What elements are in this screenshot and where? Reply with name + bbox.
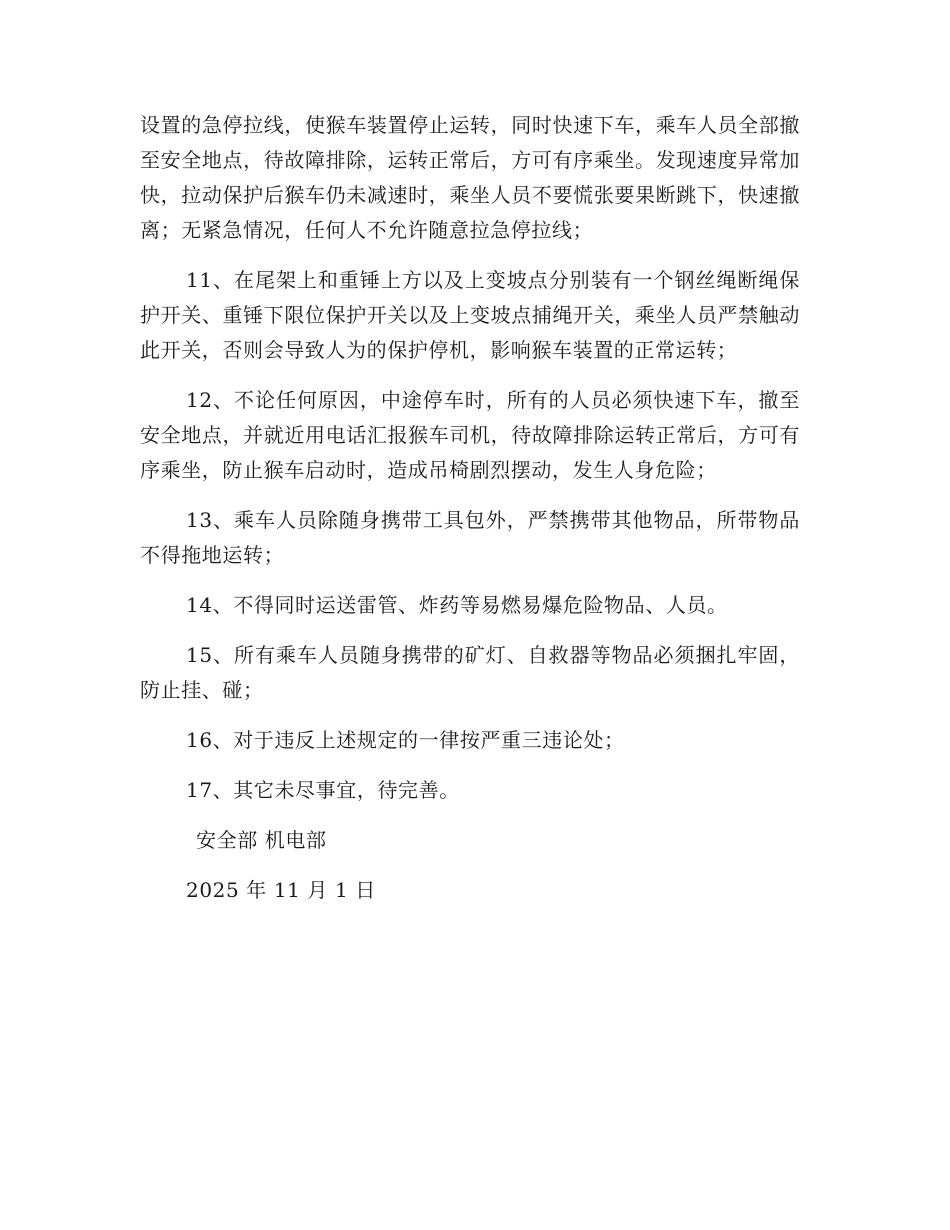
signature-departments: 安全部 机电部 — [196, 828, 327, 852]
paragraph-rule-16: 16、对于违反上述规定的一律按严重三违论处； — [186, 728, 625, 752]
paragraph-rule-15: 15、所有乘车人员随身携带的矿灯、自救器等物品必须捆扎牢固，防止挂、碰； — [140, 643, 800, 702]
paragraph-rule-13: 13、乘车人员除随身携带工具包外，严禁携带其他物品，所带物品不得拖地运转； — [140, 508, 800, 567]
document-date: 2025 年 11 月 1 日 — [186, 878, 376, 902]
paragraph-rule-17: 17、其它未尽事宜，待完善。 — [186, 778, 460, 802]
document-body — [140, 108, 800, 908]
paragraph-continuation: 设置的急停拉线，使猴车装置停止运转，同时快速下车，乘车人员全部撤至安全地点，待故障排除，运转正常后，方可有序乘坐。发现速度异常加快，拉动保护后猴车仍未减速时，乘坐人员不要慌张要果断跳下，快速撤离；无紧急情况，任何人不允许随意拉急停拉线； — [140, 113, 800, 242]
paragraph-rule-11: 11、在尾架上和重锤上方以及上变坡点分别装有一个钢丝绳断绳保护开关、重锤下限位保护开关以及上变坡点捕绳开关，乘坐人员严禁触动此开关，否则会导致人为的保护停机，影响猴车装置的正常运转； — [140, 268, 800, 362]
paragraph-rule-14: 14、不得同时运送雷管、炸药等易燃易爆危险物品、人员。 — [186, 593, 728, 617]
paragraph-rule-12: 12、不论任何原因，中途停车时，所有的人员必须快速下车，撤至安全地点，并就近用电话汇报猴车司机，待故障排除运转正常后，方可有序乘坐，防止猴车启动时，造成吊椅剧烈摆动，发生人身危险； — [140, 388, 800, 482]
